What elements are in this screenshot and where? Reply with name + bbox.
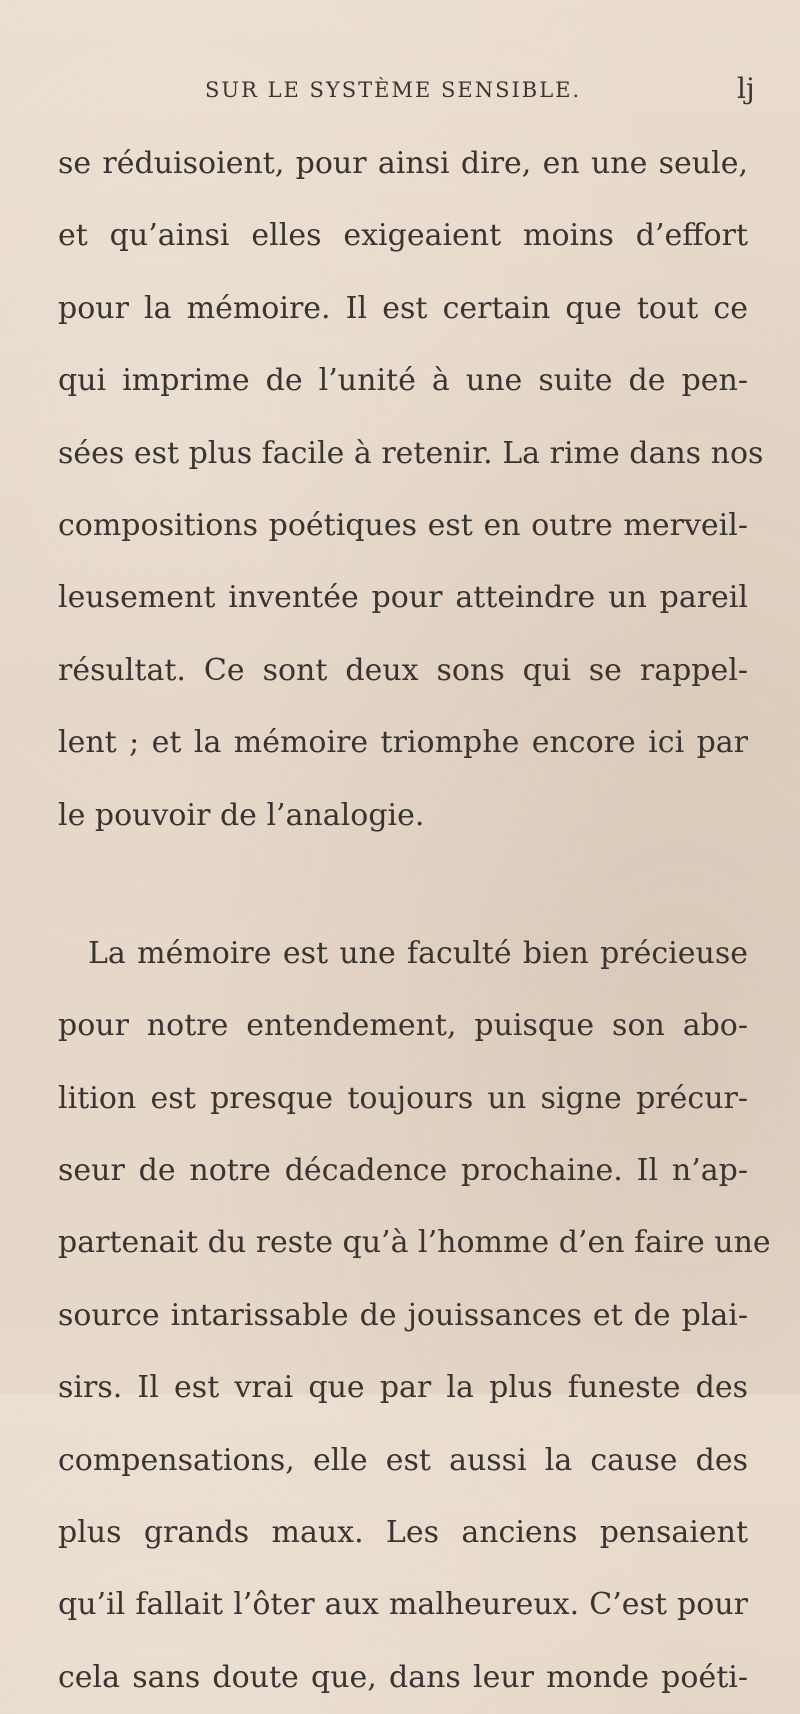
text-line: pour notre entendement, puisque son abo- xyxy=(58,1008,748,1044)
paragraph-1 xyxy=(58,128,764,852)
text-line: qui imprime de l’unité à une suite de pen- xyxy=(58,363,748,399)
text-line: source intarissable de jouissances et de plai- xyxy=(58,1297,748,1333)
paragraph-2 xyxy=(58,918,771,1714)
text-line: lent ; et la mémoire triomphe encore ici par xyxy=(58,725,748,761)
text-line: compositions poétiques est en outre merveil- xyxy=(58,507,748,543)
text-line: se réduisoient, pour ainsi dire, en une seule, xyxy=(58,146,748,181)
text-line: plus grands maux. Les anciens pensaient xyxy=(58,1515,748,1551)
text-line: le pouvoir de l’analogie. xyxy=(58,797,425,833)
body-text xyxy=(58,128,771,1714)
text-line: sirs. Il est vrai que par la plus funeste des xyxy=(58,1370,748,1406)
page-number: lj xyxy=(737,72,755,105)
text-line: lition est presque toujours un signe précur- xyxy=(58,1080,748,1116)
text-line: résultat. Ce sont deux sons qui se rappel- xyxy=(58,652,748,688)
text-line: sées est plus facile à retenir. La rime dans nos xyxy=(58,435,764,471)
text-line: partenait du reste qu’à l’homme d’en faire une xyxy=(58,1225,771,1261)
paragraph-gap xyxy=(58,852,748,918)
running-title: SUR LE SYSTÈME SENSIBLE. xyxy=(205,78,582,102)
text-line: qu’il fallait l’ôter aux malheureux. C’est pour xyxy=(58,1587,748,1623)
text-line: leusement inventée pour atteindre un pareil xyxy=(58,580,748,616)
text-line: pour la mémoire. Il est certain que tout ce xyxy=(58,290,748,326)
text-line: cela sans doute que, dans leur monde poéti- xyxy=(58,1659,748,1695)
text-line: et qu’ainsi elles exigeaient moins d’effort xyxy=(58,218,748,254)
text-line: compensations, elle est aussi la cause des xyxy=(58,1442,748,1478)
text-line: seur de notre décadence prochaine. Il n’ap- xyxy=(58,1153,748,1189)
text-line: La mémoire est une faculté bien précieuse xyxy=(88,935,748,971)
